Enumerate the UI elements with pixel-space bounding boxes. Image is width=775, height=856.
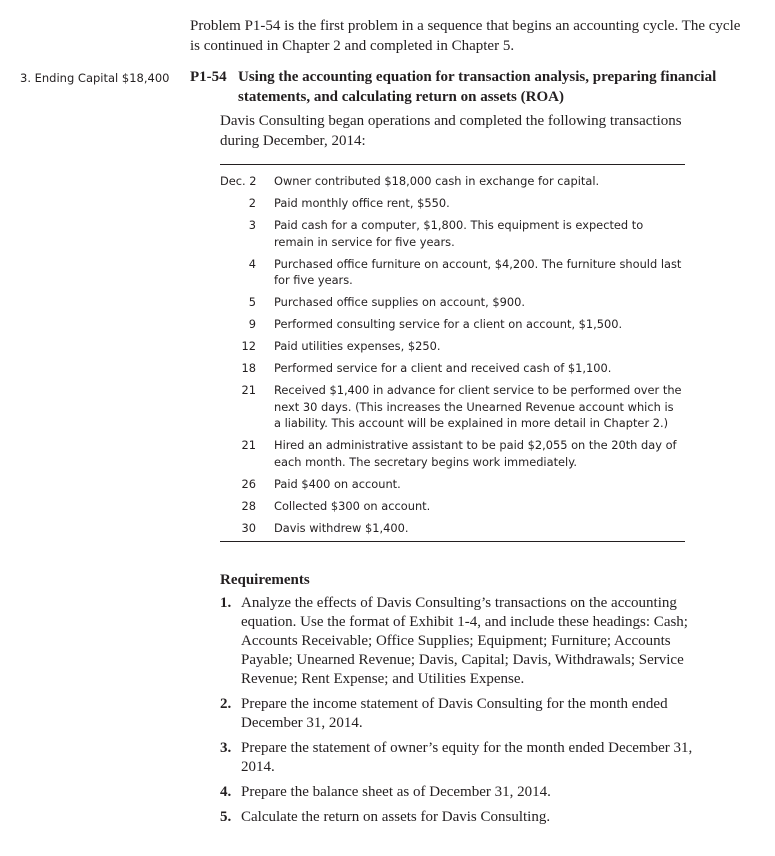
transaction-row: [220, 360, 685, 377]
problem-title: Using the accounting equation for transaction analysis, preparing financial statements, and calculating return on assets (ROA): [238, 69, 717, 105]
transaction-date: 21: [241, 383, 256, 397]
requirement-item: [220, 594, 700, 689]
transaction-description: Paid $400 on account.: [274, 476, 401, 491]
requirement-text: Prepare the statement of owner’s equity for the month ended December 31, 2014.: [241, 740, 693, 775]
transaction-row: [220, 173, 685, 190]
transaction-date: 21: [241, 438, 256, 452]
transaction-row: [220, 382, 685, 432]
requirement-text: Analyze the effects of Davis Consulting’s transactions on the accounting equation. Use the format of Exhibit 1-4, and include these headings: Cash; Accounts Receivable; Office Supplies; Equipment; Furniture; Accounts Payable; Unearned Revenue; Davis, Capital; Davis, Withdrawals; Service Revenue; Rent Expense; and Utilities Expense.: [241, 595, 688, 687]
transaction-row: [220, 498, 685, 515]
transaction-date: Dec. 2: [220, 174, 257, 188]
transaction-row: [220, 338, 685, 355]
requirement-item: [220, 808, 700, 827]
transactions-table: [220, 164, 685, 542]
requirement-text: Prepare the income statement of Davis Consulting for the month ended December 31, 2014.: [241, 696, 668, 731]
requirements-list: [220, 594, 700, 833]
problem-number: P1-54: [190, 69, 227, 85]
requirement-item: [220, 783, 700, 802]
transaction-date: 9: [248, 317, 256, 331]
requirement-number: 3.: [220, 740, 232, 756]
transaction-description: Davis withdrew $1,400.: [274, 520, 409, 535]
requirement-number: 1.: [220, 595, 232, 611]
transaction-row: [220, 195, 685, 212]
transaction-description: Hired an administrative assistant to be paid $2,055 on the 20th day of each month. The secretary begins work immediately.: [274, 438, 677, 469]
transaction-date: 18: [241, 361, 256, 375]
transaction-description: Received $1,400 in advance for client service to be performed over the next 30 days. (This increases the Unearned Revenue account which is a liability. This account will be explained in more detail in Chapter 2.): [274, 383, 682, 430]
transaction-row: [220, 316, 685, 333]
requirement-item: [220, 695, 700, 733]
transaction-date: 26: [241, 476, 256, 491]
margin-answer-note: 3. Ending Capital $18,400: [20, 71, 170, 85]
transaction-row: [220, 476, 685, 493]
requirement-text: Prepare the balance sheet as of December 31, 2014.: [241, 784, 551, 800]
requirement-number: 5.: [220, 809, 232, 825]
transaction-row: [220, 520, 685, 537]
requirement-item: [220, 739, 700, 777]
transaction-description: Performed consulting service for a client on account, $1,500.: [274, 317, 623, 331]
transaction-row: [220, 294, 685, 311]
transaction-date: 2: [248, 196, 256, 210]
transaction-date: 28: [241, 498, 256, 513]
transaction-description: Collected $300 on account.: [274, 498, 431, 513]
transaction-row: [220, 217, 685, 250]
requirement-number: 4.: [220, 784, 232, 800]
transaction-date: 12: [241, 339, 256, 353]
transaction-date: 3: [248, 218, 256, 232]
transaction-date: 30: [241, 520, 256, 535]
problem-lead-text: Davis Consulting began operations and completed the following transactions during December, 2014:: [220, 113, 682, 149]
requirement-number: 2.: [220, 696, 232, 712]
requirements-heading: Requirements: [220, 572, 310, 588]
transaction-description: Purchased office furniture on account, $4,200. The furniture should last for five years.: [274, 256, 682, 287]
transaction-description: Performed service for a client and received cash of $1,100.: [274, 361, 612, 375]
transaction-date: 4: [248, 256, 256, 271]
transaction-date: 5: [248, 295, 256, 309]
transaction-description: Paid utilities expenses, $250.: [274, 339, 441, 353]
transaction-row: [220, 437, 685, 470]
intro-paragraph: Problem P1-54 is the first problem in a sequence that begins an accounting cycle. The cycle is continued in Chapter 2 and completed in Chapter 5.: [190, 18, 741, 54]
transaction-description: Purchased office supplies on account, $900.: [274, 295, 525, 309]
requirement-text: Calculate the return on assets for Davis Consulting.: [241, 809, 551, 825]
transaction-row: [220, 256, 685, 289]
transaction-description: Paid cash for a computer, $1,800. This equipment is expected to remain in service for five years.: [274, 218, 644, 249]
transaction-description: Paid monthly office rent, $550.: [274, 196, 450, 210]
transaction-description: Owner contributed $18,000 cash in exchange for capital.: [274, 174, 600, 188]
